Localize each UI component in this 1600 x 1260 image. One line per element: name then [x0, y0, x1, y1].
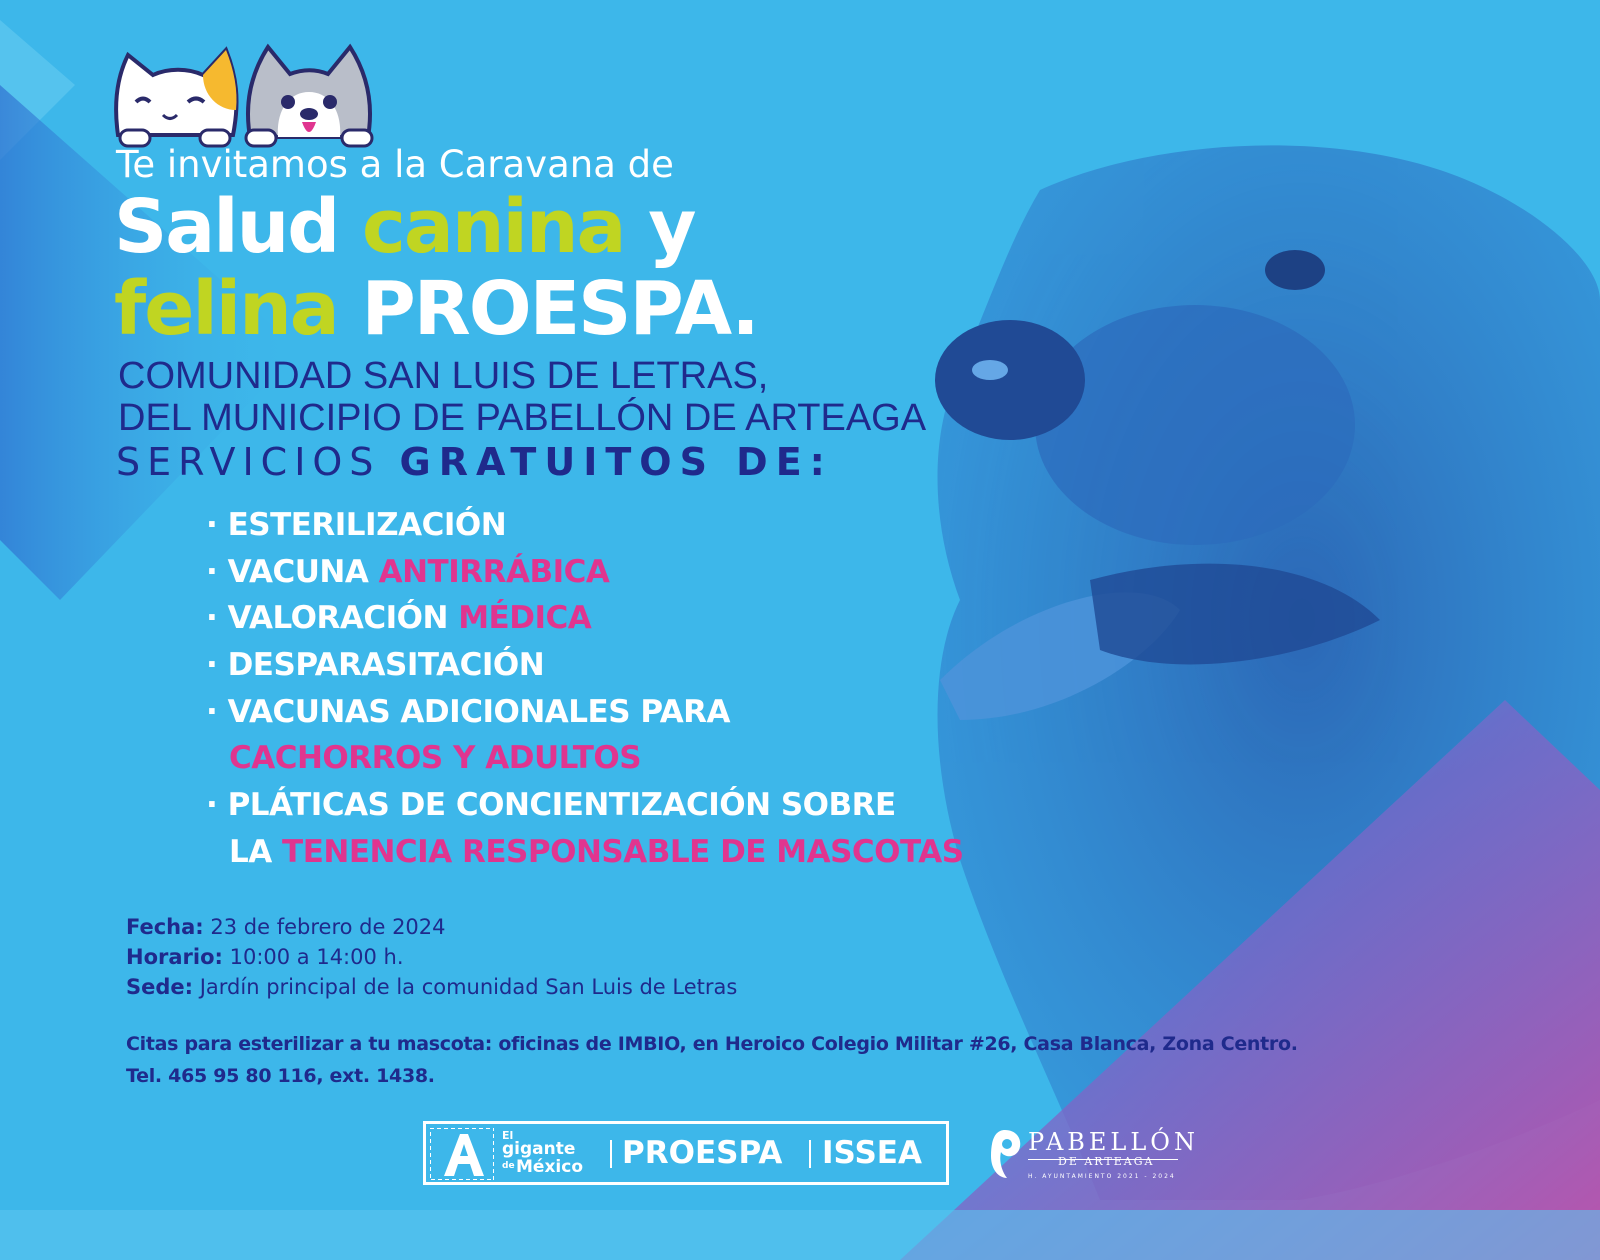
service-label: DESPARASITACIÓN: [227, 647, 545, 683]
arteaga-logo-text: DE ARTEAGA: [1058, 1155, 1155, 1168]
community-line-1: COMUNIDAD SAN LUIS DE LETRAS,: [118, 355, 769, 397]
service-highlight: TENENCIA RESPONSABLE DE MASCOTAS: [282, 834, 964, 870]
sede-label: Sede:: [126, 975, 194, 999]
service-highlight: ANTIRRÁBICA: [378, 554, 610, 590]
service-label: ESTERILIZACIÓN: [227, 507, 507, 543]
fecha-label: Fecha:: [126, 915, 204, 939]
ayuntamiento-text: H. AYUNTAMIENTO 2021 - 2024: [1028, 1173, 1176, 1180]
service-item: [206, 787, 896, 823]
headline-salud: Salud: [114, 184, 363, 270]
service-item-continuation: CACHORROS Y ADULTOS: [229, 740, 642, 776]
service-item-continuation: [229, 834, 964, 870]
horario-line: [126, 947, 404, 968]
services-heading-b: GRATUITOS DE:: [399, 440, 833, 484]
headline-y: y: [624, 184, 695, 270]
bullet: ·: [206, 554, 218, 590]
gigante-mexico: México: [516, 1157, 583, 1177]
divider: [610, 1140, 612, 1168]
service-item: [206, 694, 731, 730]
pabellon-logo-text: PABELLÓN: [1028, 1128, 1199, 1156]
cat-mascot-icon: [108, 40, 248, 150]
fecha-value: 23 de febrero de 2024: [203, 915, 446, 939]
partner-logos: [423, 1121, 949, 1185]
bullet: ·: [206, 507, 218, 543]
fecha-line: [126, 917, 446, 938]
gigante-a-logo-icon: [430, 1128, 494, 1180]
proespa-logo: PROESPA: [622, 1135, 783, 1171]
bullet: ·: [206, 647, 218, 683]
gigante-de: de: [502, 1161, 515, 1171]
horario-label: Horario:: [126, 945, 223, 969]
community-line-2: DEL MUNICIPIO DE PABELLÓN DE ARTEAGA: [118, 397, 927, 439]
sede-line: [126, 977, 737, 998]
service-label: VACUNAS ADICIONALES PARA: [227, 694, 731, 730]
service-label: PLÁTICAS DE CONCIENTIZACIÓN SOBRE: [227, 787, 896, 823]
bullet: ·: [206, 787, 218, 823]
appointments-line-1: Citas para esterilizar a tu mascota: oficinas de IMBIO, en Heroico Colegio Militar #26, Casa Blanca, Zona Centro.: [126, 1033, 1298, 1055]
service-item: [206, 600, 592, 636]
gigante-el: El: [502, 1129, 514, 1142]
service-label: VALORACIÓN: [227, 600, 459, 636]
service-item: [206, 647, 545, 683]
horario-value: 10:00 a 14:00 h.: [222, 945, 404, 969]
service-label: LA: [229, 834, 283, 870]
headline-line-2: [114, 266, 758, 352]
divider: [809, 1140, 811, 1168]
bullet: ·: [206, 694, 218, 730]
invite-text: Te invitamos a la Caravana de: [116, 143, 674, 186]
husky-mascot-icon: [238, 42, 378, 150]
headline-proespa: PROESPA.: [337, 266, 758, 352]
gigante-word: gigante: [502, 1139, 576, 1159]
service-label: VACUNA: [227, 554, 379, 590]
appointments-line-2: Tel. 465 95 80 116, ext. 1438.: [126, 1065, 435, 1087]
bullet: ·: [206, 600, 218, 636]
headline-felina: felina: [114, 266, 338, 352]
services-heading-a: SERVICIOS: [116, 440, 400, 484]
issea-logo: ISSEA: [822, 1135, 922, 1171]
sede-value: Jardín principal de la comunidad San Luis de Letras: [193, 975, 738, 999]
service-item: [206, 507, 507, 543]
service-highlight: MÉDICA: [458, 600, 592, 636]
headline-line-1: [114, 184, 695, 270]
service-item: [206, 554, 610, 590]
services-heading: [116, 440, 833, 484]
headline-canina: canina: [362, 184, 625, 270]
pabellon-logo-icon: [985, 1126, 1025, 1188]
